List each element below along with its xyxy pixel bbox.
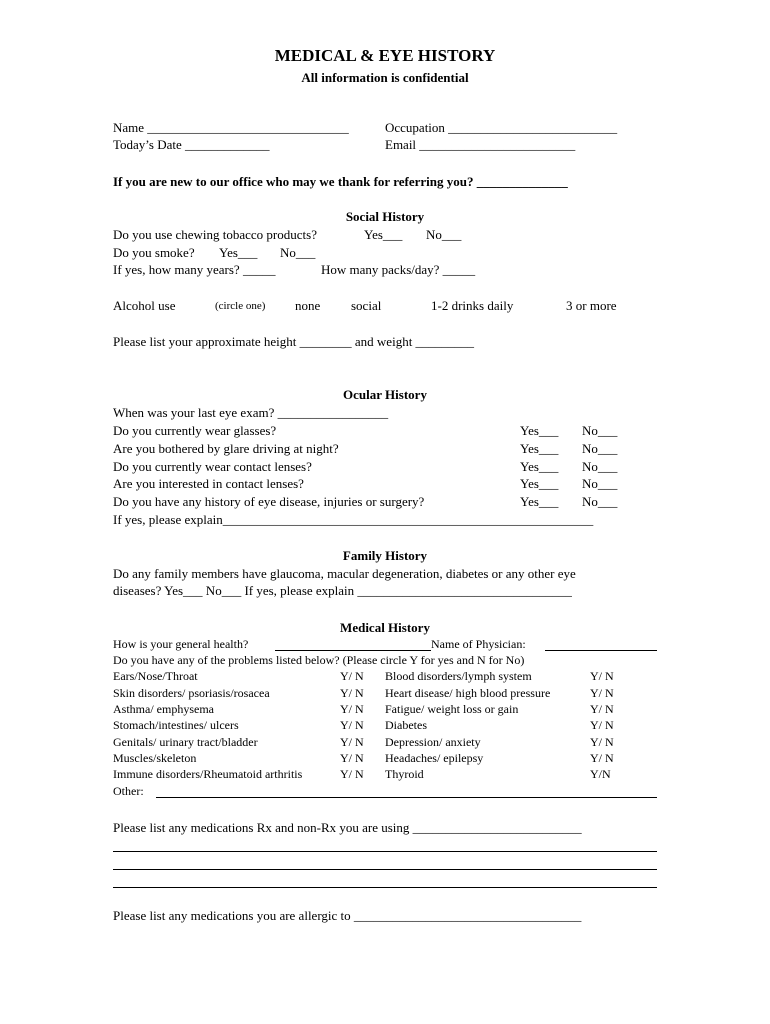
condition-yn[interactable]: Y/ N xyxy=(340,718,364,732)
condition-label: Blood disorders/lymph system xyxy=(385,669,532,683)
condition-yn[interactable]: Y/ N xyxy=(590,669,614,683)
referral-question[interactable]: If you are new to our office who may we thank for referring you? ______________ xyxy=(113,174,568,189)
alcohol-option-none[interactable]: none xyxy=(295,298,321,313)
condition-label: Diabetes xyxy=(385,718,427,732)
packs-per-day-field[interactable]: How many packs/day? _____ xyxy=(321,262,476,277)
date-field[interactable]: Today’s Date _____________ xyxy=(113,137,270,152)
condition-label: Heart disease/ high blood pressure xyxy=(385,686,551,700)
ocular-no[interactable]: No___ xyxy=(582,441,618,456)
condition-yn[interactable]: Y/ N xyxy=(590,718,614,732)
medications-line[interactable] xyxy=(113,851,657,852)
condition-yn[interactable]: Y/ N xyxy=(590,702,614,716)
condition-yn[interactable]: Y/ N xyxy=(340,735,364,749)
ocular-question: Are you interested in contact lenses? xyxy=(113,476,304,491)
other-line[interactable] xyxy=(156,797,657,798)
ocular-yes[interactable]: Yes___ xyxy=(520,441,559,456)
condition-yn[interactable]: Y/N xyxy=(590,767,611,781)
family-question-line1: Do any family members have glaucoma, macular degeneration, diabetes or any other eye xyxy=(113,566,576,581)
condition-yn[interactable]: Y/ N xyxy=(340,751,364,765)
condition-yn[interactable]: Y/ N xyxy=(340,767,364,781)
alcohol-option-daily[interactable]: 1-2 drinks daily xyxy=(431,298,514,313)
smoke-years-field[interactable]: If yes, how many years? _____ xyxy=(113,262,276,277)
ocular-history-heading: Ocular History xyxy=(343,387,427,402)
ocular-question: Do you currently wear glasses? xyxy=(113,423,277,438)
smoke-no[interactable]: No___ xyxy=(280,245,316,260)
condition-label: Depression/ anxiety xyxy=(385,735,481,749)
height-weight-field[interactable]: Please list your approximate height ________ and weight _________ xyxy=(113,334,475,349)
general-health-label: How is your general health? xyxy=(113,637,249,651)
physician-label: Name of Physician: xyxy=(431,637,526,651)
ocular-yes[interactable]: Yes___ xyxy=(520,476,559,491)
alcohol-option-social[interactable]: social xyxy=(351,298,382,313)
medications-field[interactable]: Please list any medications Rx and non-Rx you are using __________________________ xyxy=(113,820,582,835)
tobacco-yes[interactable]: Yes___ xyxy=(364,227,403,242)
condition-yn[interactable]: Y/ N xyxy=(340,669,364,683)
ocular-no[interactable]: No___ xyxy=(582,423,618,438)
condition-label: Stomach/intestines/ ulcers xyxy=(113,718,239,732)
tobacco-question: Do you use chewing tobacco products? xyxy=(113,227,317,242)
allergies-field[interactable]: Please list any medications you are allergic to ___________________________________ xyxy=(113,908,582,923)
general-health-line[interactable] xyxy=(275,650,431,651)
other-label: Other: xyxy=(113,784,144,798)
occupation-field[interactable]: Occupation __________________________ xyxy=(385,120,618,135)
smoke-question: Do you smoke? xyxy=(113,245,195,260)
alcohol-label: Alcohol use xyxy=(113,298,176,313)
ocular-question: Do you have any history of eye disease, injuries or surgery? xyxy=(113,494,425,509)
condition-yn[interactable]: Y/ N xyxy=(590,751,614,765)
physician-line[interactable] xyxy=(545,650,657,651)
ocular-no[interactable]: No___ xyxy=(582,476,618,491)
condition-label: Fatigue/ weight loss or gain xyxy=(385,702,519,716)
ocular-question: Do you currently wear contact lenses? xyxy=(113,459,312,474)
email-field[interactable]: Email ________________________ xyxy=(385,137,576,152)
tobacco-no[interactable]: No___ xyxy=(426,227,462,242)
ocular-yes[interactable]: Yes___ xyxy=(520,494,559,509)
condition-yn[interactable]: Y/ N xyxy=(340,686,364,700)
ocular-question: Are you bothered by glare driving at night? xyxy=(113,441,339,456)
ocular-explain-field[interactable]: If yes, please explain_________________________________________________________ xyxy=(113,512,594,527)
smoke-yes[interactable]: Yes___ xyxy=(219,245,258,260)
condition-label: Headaches/ epilepsy xyxy=(385,751,484,765)
ocular-yes[interactable]: Yes___ xyxy=(520,423,559,438)
form-title: MEDICAL & EYE HISTORY xyxy=(274,46,496,65)
last-eye-exam-field[interactable]: When was your last eye exam? _________________ xyxy=(113,405,389,420)
condition-label: Skin disorders/ psoriasis/rosacea xyxy=(113,686,270,700)
family-history-heading: Family History xyxy=(342,548,428,563)
condition-label: Ears/Nose/Throat xyxy=(113,669,198,683)
condition-yn[interactable]: Y/ N xyxy=(340,702,364,716)
condition-label: Genitals/ urinary tract/bladder xyxy=(113,735,258,749)
condition-yn[interactable]: Y/ N xyxy=(590,686,614,700)
condition-label: Thyroid xyxy=(385,767,424,781)
condition-label: Muscles/skeleton xyxy=(113,751,197,765)
ocular-no[interactable]: No___ xyxy=(582,459,618,474)
family-question-line2[interactable]: diseases? Yes___ No___ If yes, please explain _________________________________ xyxy=(113,583,572,598)
condition-label: Immune disorders/Rheumatoid arthritis xyxy=(113,767,303,781)
medications-line[interactable] xyxy=(113,869,657,870)
alcohol-option-more[interactable]: 3 or more xyxy=(566,298,617,313)
medications-line[interactable] xyxy=(113,887,657,888)
medical-history-heading: Medical History xyxy=(340,620,430,635)
name-field[interactable]: Name _______________________________ xyxy=(113,120,349,135)
social-history-heading: Social History xyxy=(345,209,425,224)
ocular-no[interactable]: No___ xyxy=(582,494,618,509)
condition-label: Asthma/ emphysema xyxy=(113,702,214,716)
ocular-yes[interactable]: Yes___ xyxy=(520,459,559,474)
problems-intro: Do you have any of the problems listed below? (Please circle Y for yes and N for No) xyxy=(113,653,525,667)
condition-yn[interactable]: Y/ N xyxy=(590,735,614,749)
form-subtitle: All information is confidential xyxy=(301,70,469,85)
alcohol-hint: (circle one) xyxy=(215,300,266,312)
